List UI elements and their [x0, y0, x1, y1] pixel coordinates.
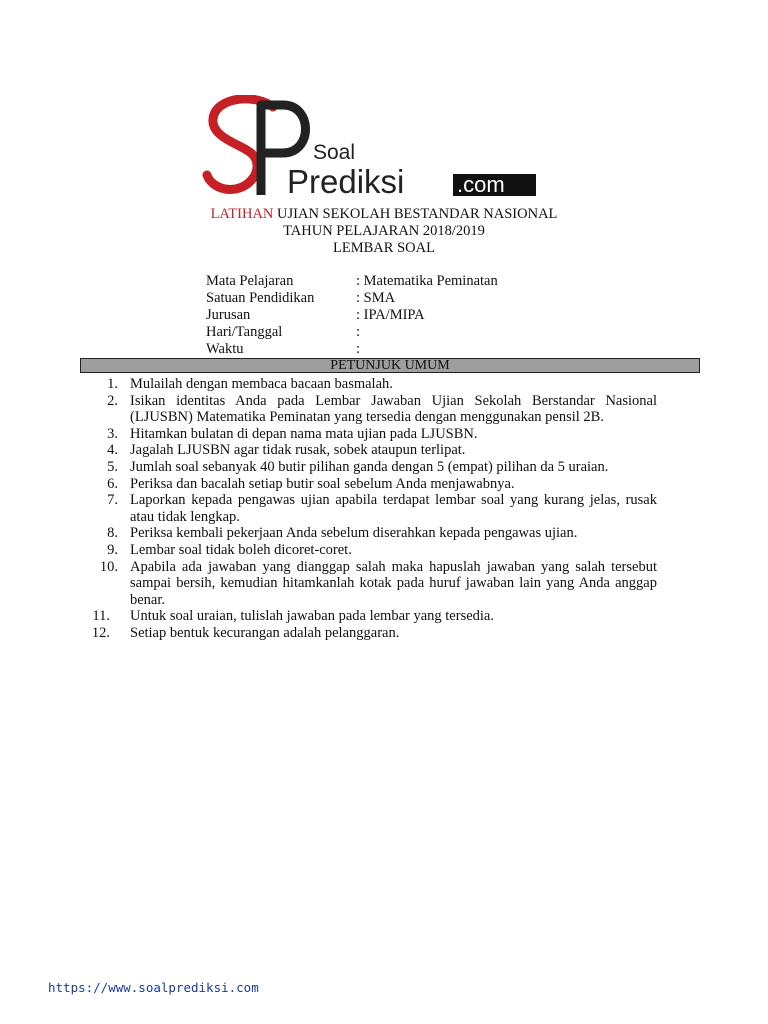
list-item [80, 476, 657, 493]
info-label: Hari/Tanggal [206, 324, 283, 340]
item-number: 2. [107, 392, 118, 409]
info-value: : [356, 341, 361, 357]
item-number: 9. [107, 541, 118, 558]
instruction-list [80, 376, 657, 642]
list-item [80, 442, 657, 459]
info-row [206, 324, 498, 341]
title-line-1 [0, 206, 768, 223]
item-number: 5. [107, 458, 118, 475]
list-item [80, 608, 657, 625]
item-number: 12. [91, 624, 110, 641]
item-number: 10. [99, 558, 118, 575]
item-text: Lembar soal tidak boleh dicoret-coret. [130, 541, 352, 558]
info-row [206, 290, 498, 307]
item-text: Jumlah soal sebanyak 40 butir pilihan ganda dengan 5 (empat) pilihan da 5 uraian. [130, 458, 609, 475]
title-accent: LATIHAN [210, 206, 274, 222]
item-text: Apabila ada jawaban yang dianggap salah maka hapuslah jawaban yang salah tersebut sampai bersih, kemudian hitamkanlah kotak pada huruf jawaban lain yang Anda anggap benar. [130, 558, 657, 608]
info-label: Waktu [206, 341, 244, 357]
info-value: : SMA [356, 290, 396, 306]
list-item [80, 393, 657, 426]
list-item [80, 542, 657, 559]
item-number: 11. [92, 608, 110, 625]
item-number: 7. [107, 492, 118, 509]
logo-word-main: Prediksi [287, 163, 405, 200]
list-item [80, 492, 657, 525]
list-item [80, 426, 657, 443]
info-value: : Matematika Peminatan [356, 273, 498, 289]
item-text: Laporkan kepada pengawas ujian apabila terdapat lembar soal yang kurang jelas, rusak atau tidak lengkap. [130, 492, 657, 525]
title-line-3: LEMBAR SOAL [333, 240, 435, 256]
item-text: Hitamkan bulatan di depan nama mata ujian pada LJUSBN. [130, 425, 478, 442]
info-value: : [356, 324, 361, 340]
info-label: Mata Pelajaran [206, 273, 294, 289]
footer-url-link[interactable]: https://www.soalprediksi.com [48, 980, 259, 995]
item-number: 6. [107, 475, 118, 492]
info-label: Satuan Pendidikan [206, 290, 315, 306]
info-label: Jurusan [206, 307, 251, 323]
soalprediksi-logo [195, 95, 540, 205]
list-item [80, 559, 657, 609]
item-text: Mulailah dengan membaca bacaan basmalah. [130, 376, 393, 392]
list-item [80, 376, 657, 393]
info-row [206, 307, 498, 324]
info-row [206, 341, 498, 358]
info-value: : IPA/MIPA [356, 307, 425, 323]
item-number: 1. [107, 376, 118, 392]
list-item [80, 625, 657, 642]
section-header: PETUNJUK UMUM [80, 358, 700, 373]
item-text: Untuk soal uraian, tulislah jawaban pada lembar yang tersedia. [130, 608, 494, 625]
exam-info [206, 273, 498, 358]
item-number: 4. [107, 442, 118, 459]
title-line-2: TAHUN PELAJARAN 2018/2019 [283, 223, 485, 239]
info-row [206, 273, 498, 290]
item-text: Setiap bentuk kecurangan adalah pelanggaran. [130, 624, 400, 641]
list-item [80, 525, 657, 542]
item-text: Isikan identitas Anda pada Lembar Jawaban Ujian Sekolah Berstandar Nasional (LJUSBN) Matematika Peminatan yang tersedia dengan menggunakan pensil 2B. [130, 392, 657, 426]
item-text: Periksa kembali pekerjaan Anda sebelum diserahkan kepada pengawas ujian. [130, 525, 578, 542]
logo-word-top: Soal [313, 141, 356, 164]
item-number: 3. [107, 425, 118, 442]
document-title [0, 206, 768, 257]
title-line-1-rest: UJIAN SEKOLAH BESTANDAR NASIONAL [273, 206, 558, 222]
item-text: Periksa dan bacalah setiap butir soal sebelum Anda menjawabnya. [130, 475, 515, 492]
logo-suffix: .com [457, 172, 505, 197]
list-item [80, 459, 657, 476]
item-text: Jagalah LJUSBN agar tidak rusak, sobek ataupun terlipat. [130, 442, 466, 459]
item-number: 8. [107, 525, 118, 542]
